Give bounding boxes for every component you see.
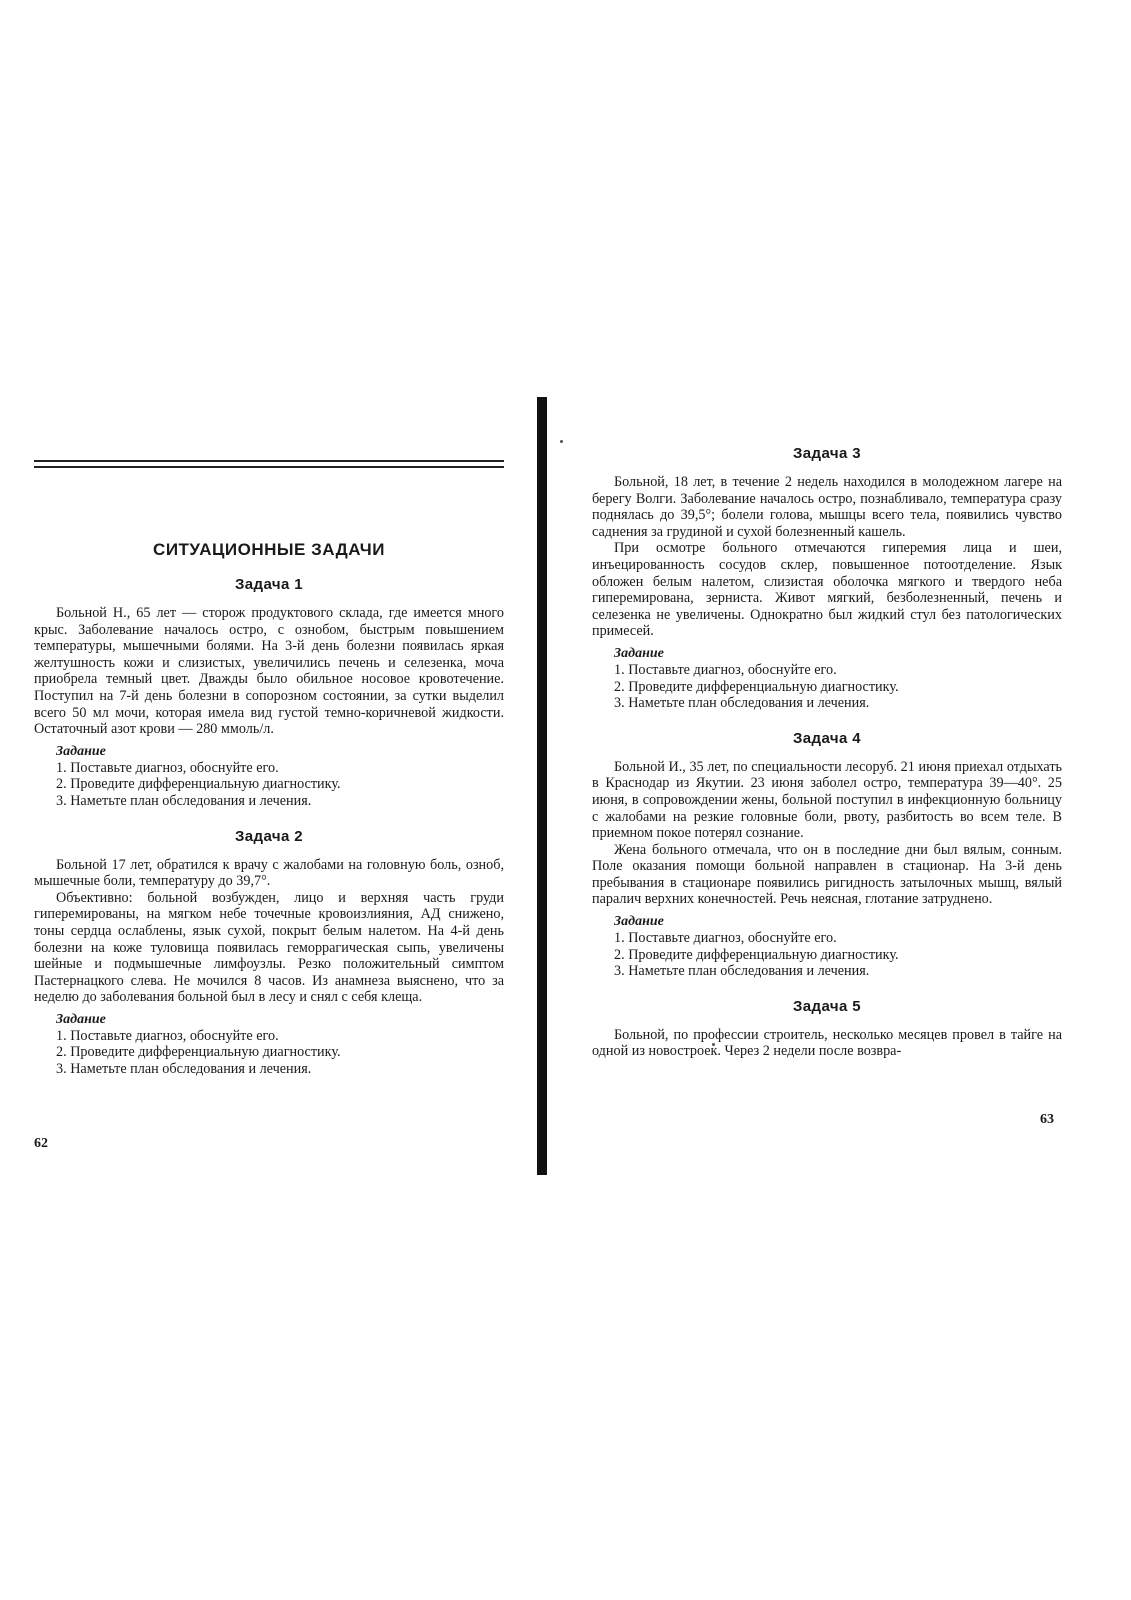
- assignment-steps: [34, 760, 504, 810]
- task-paragraph: Жена больного отмечала, что он в последние дни был вялым, сонным. Поле оказания помощи больной направлен в стационар. На 3-й день пребывания в стационаре появились ригидность затылочных мышц, вялый паралич верхних конечностей. Речь неясная, глотание затруднено.: [592, 841, 1062, 908]
- task-heading: Задача 5: [793, 997, 861, 1015]
- scan-speck: [560, 440, 563, 443]
- assignment-steps: [34, 1028, 504, 1078]
- assignment-step: 3. Наметьте план обследования и лечения.: [56, 792, 312, 809]
- assignment-step: 1. Поставьте диагноз, обоснуйте его.: [614, 661, 837, 678]
- page-number-left: 62: [34, 1136, 48, 1151]
- task-block: [34, 828, 504, 1078]
- header-double-rule: [34, 460, 504, 468]
- task-block: [592, 445, 1062, 712]
- assignment-label: Задание: [56, 743, 106, 759]
- assignment-step: 1. Поставьте диагноз, обоснуйте его.: [56, 759, 279, 776]
- assignment-step: 3. Наметьте план обследования и лечения.: [614, 963, 870, 980]
- assignment-steps: [592, 662, 1062, 712]
- assignment-step: 1. Поставьте диагноз, обоснуйте его.: [614, 930, 837, 947]
- task-paragraph: При осмотре больного отмечаются гиперемия лица и шеи, инъецированность сосудов склер, повышенное потоотделение. Язык обложен белым налетом, слизистая оболочка мягкого и твердого неба гиперемирована, зерниста. Живот мягкий, безболезненный, печень и селезенка не увеличены. Однократно был жидкий стул без патологических примесей.: [592, 540, 1062, 640]
- section-title: СИТУАЦИОННЫЕ ЗАДАЧИ: [153, 540, 385, 559]
- page-number-right: 63: [1040, 1112, 1054, 1127]
- task-paragraph: Больной 17 лет, обратился к врачу с жалобами на головную боль, озноб, мышечные боли, температуру до 39,7°.: [34, 856, 504, 890]
- assignment-step: 2. Проведите дифференциальную диагностику.: [56, 776, 341, 793]
- task-block: [592, 730, 1062, 980]
- task-heading: Задача 1: [235, 576, 303, 593]
- assignment-step: 3. Наметьте план обследования и лечения.: [56, 1061, 312, 1078]
- task-block: [34, 576, 504, 810]
- task-paragraph: Объективно: больной возбужден, лицо и верхняя часть груди гиперемированы, на мягком небе точечные кровоизлияния, АД снижено, тоны сердца ослаблены, язык сухой, покрыт белым налетом. На 4-й день болезни на коже туловища появилась геморрагическая сыпь, увеличены шейные и подмышечные лимфоузлы. Резко положительный симптом Пастернацкого слева. Не мочился 8 часов. Из анамнеза выяснено, что за неделю до заболевания больной был в лесу и снял с себя клеща.: [34, 889, 504, 1006]
- assignment-label: Задание: [56, 1011, 106, 1027]
- assignment-step: 3. Наметьте план обследования и лечения.: [614, 695, 870, 712]
- task-paragraph: Больной, по профессии строитель, несколько месяцев провел в тайге на одной из новостроек. Через 2 недели после возвра-: [592, 1026, 1062, 1060]
- assignment-step: 2. Проведите дифференциальную диагностику.: [614, 946, 899, 963]
- book-spine: [537, 397, 547, 1175]
- assignment-steps: [592, 930, 1062, 980]
- task-block: [592, 998, 1062, 1060]
- task-paragraph: Больной И., 35 лет, по специальности лесоруб. 21 июня приехал отдыхать в Краснодар из Якутии. 23 июня заболел остро, температура 39—40°. 25 июня, в сопровождении жены, больной поступил в инфекционную больницу с жалобами на резкие головные боли, рвоту, разбитость во всем теле. В приемном покое потерял сознание.: [592, 758, 1062, 842]
- left-page: [34, 460, 504, 1096]
- assignment-label: Задание: [614, 914, 664, 930]
- task-heading: Задача 2: [235, 827, 303, 845]
- assignment-step: 1. Поставьте диагноз, обоснуйте его.: [56, 1027, 279, 1044]
- task-heading: Задача 3: [793, 445, 861, 462]
- task-paragraph: Больной, 18 лет, в течение 2 недель находился в молодежном лагере на берегу Волги. Заболевание началось остро, познабливало, температура сразу поднялась до 39,5°; болели голова, мышцы всего тела, появились чувство саднения за грудиной и сухой болезненный кашель.: [592, 474, 1062, 540]
- assignment-step: 2. Проведите дифференциальную диагностику.: [56, 1044, 341, 1061]
- task-heading: Задача 4: [793, 729, 861, 747]
- task-paragraph: Больной Н., 65 лет — сторож продуктового склада, где имеется много крыс. Заболевание началось остро, с ознобом, быстрым повышением температуры, мышечными болями. На 3-й день болезни появилась яркая желтушность кожи и слизистых, увеличились печень и селезенка, моча приобрела темный цвет. Дважды было обильное носовое кровотечение. Поступил на 7-й день болезни в сопорозном состоянии, за сутки выделил всего 50 мл мочи, которая имела вид густой темно-коричневой жидкости. Остаточный азот крови — 280 ммоль/л.: [34, 605, 504, 738]
- assignment-step: 2. Проведите дифференциальную диагностику.: [614, 678, 899, 695]
- right-page: [592, 445, 1062, 1078]
- assignment-label: Задание: [614, 645, 664, 661]
